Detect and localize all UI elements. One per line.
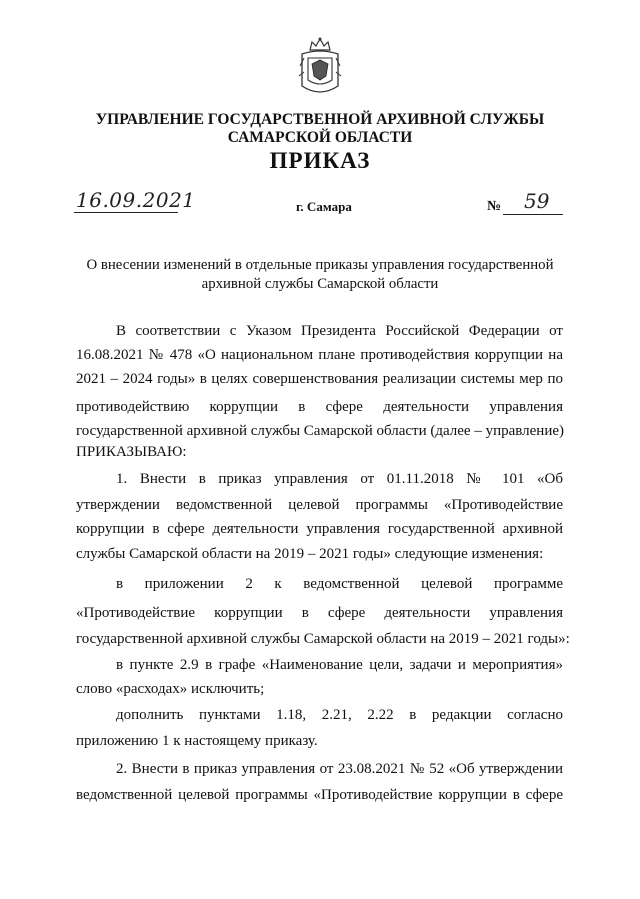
city: г. Самара <box>296 199 352 214</box>
body-line: государственной архивной службы Самарской области (далее – управление) <box>76 423 564 439</box>
body-line: В соответствии с Указом Президента Российской Федерации от <box>116 323 563 339</box>
body-line: слово «расходах» исключить; <box>76 681 265 697</box>
document-type: ПРИКАЗ <box>269 148 371 173</box>
body-line: приложению 1 к настоящему приказу. <box>76 733 318 749</box>
body-line: 16.08.2021 № 478 «О национальном плане противодействия коррупции на <box>76 347 563 363</box>
subject-line: архивной службы Самарской области <box>201 276 439 292</box>
order-date: 16.09.2021 <box>76 188 196 212</box>
body-line: коррупции в сфере деятельности управления государственной архивной <box>76 521 563 537</box>
body-line: в пункте 2.9 в графе «Наименование цели, задачи и мероприятия» <box>116 657 563 673</box>
body-line: «Противодействие коррупции в сфере деятельности управления <box>76 605 563 621</box>
body-line: 2. Внести в приказ управления от 23.08.2021 № 52 «Об утверждении <box>116 761 563 777</box>
body-line: ПРИКАЗЫВАЮ: <box>76 444 187 460</box>
order-number: 59 <box>524 189 550 213</box>
coat-of-arms-icon <box>296 36 344 98</box>
organization-title-line-2: САМАРСКОЙ ОБЛАСТИ <box>227 129 413 146</box>
body-line: 2021 – 2024 годы» в целях совершенствования реализации системы мер по <box>76 371 563 387</box>
body-line: 1. Внести в приказ управления от 01.11.2018 № 101 «Об <box>116 471 563 487</box>
body-line: государственной архивной службы Самарской области на 2019 – 2021 годы»: <box>76 631 570 647</box>
number-label: № <box>487 199 502 214</box>
body-line: утверждении ведомственной целевой программы «Противодействие <box>76 497 563 513</box>
number-underline <box>503 214 563 215</box>
body-line: в приложении 2 к ведомственной целевой программе <box>116 576 563 592</box>
organization-title <box>0 111 640 147</box>
organization-title-line-1: УПРАВЛЕНИЕ ГОСУДАРСТВЕННОЙ АРХИВНОЙ СЛУЖБЫ <box>95 111 545 128</box>
date-underline <box>74 212 178 213</box>
body-line: дополнить пунктами 1.18, 2.21, 2.22 в редакции согласно <box>116 707 563 723</box>
body-line: службы Самарской области на 2019 – 2021 годы» следующие изменения: <box>76 546 544 562</box>
subject-line: О внесении изменений в отдельные приказы управления государственной <box>86 257 554 273</box>
body-line: противодействию коррупции в сфере деятельности управления <box>76 399 563 415</box>
document-subject <box>70 256 570 294</box>
body-line: ведомственной целевой программы «Противодействие коррупции в сфере <box>76 787 563 803</box>
